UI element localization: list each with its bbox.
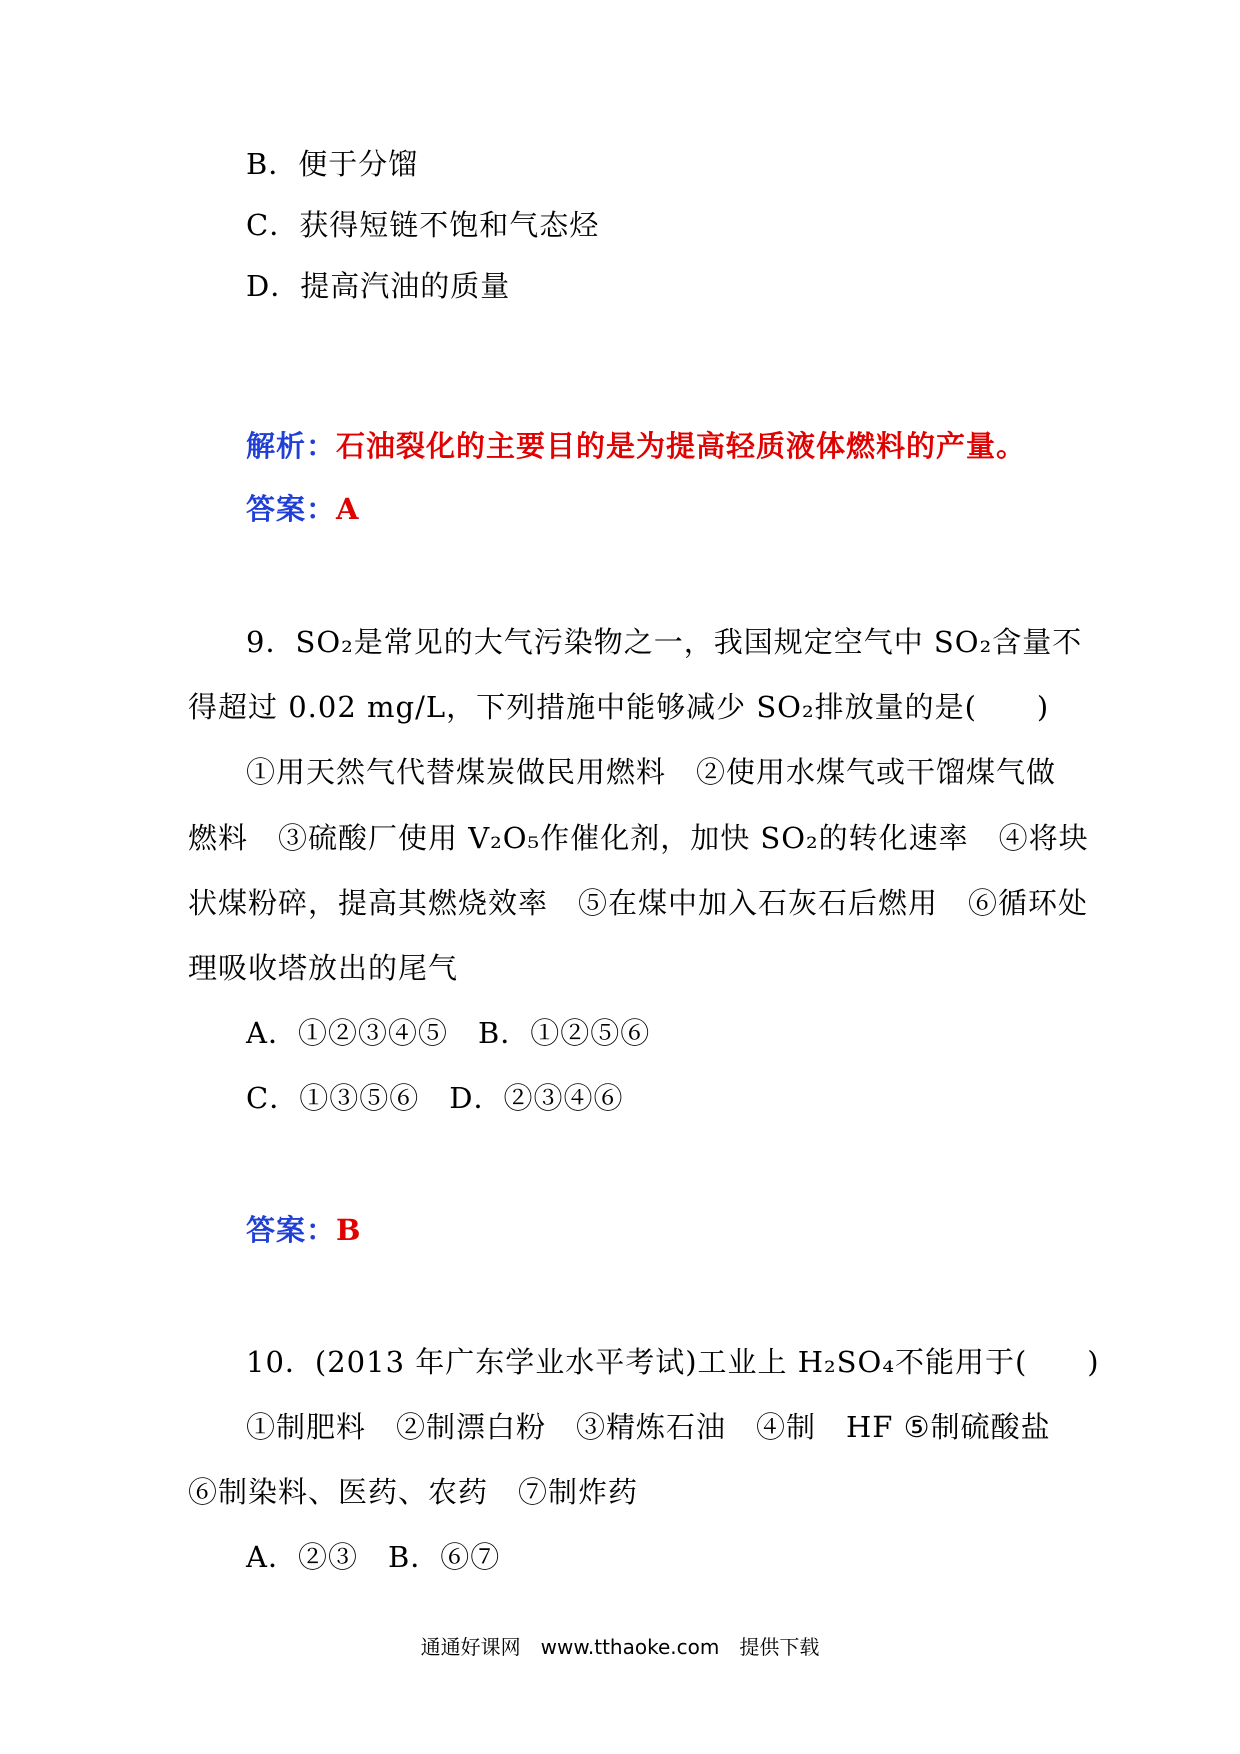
answer-label: 答案： <box>246 1213 337 1247</box>
q8-answer <box>246 489 360 529</box>
q9-list-line4: 理吸收塔放出的尾气 <box>188 951 459 985</box>
q9-list-line3: 状煤粉碎，提高其燃烧效率 ⑤在煤中加入石灰石后燃用 ⑥循环处 <box>188 886 1089 920</box>
answer-value: B <box>336 1213 362 1247</box>
q8-option-d: D．提高汽油的质量 <box>246 269 511 303</box>
q9-stem-line2: 得超过 0.02 mg/L，下列措施中能够减少 SO₂排放量的是( ) <box>188 690 1050 724</box>
analysis-label: 解析： <box>246 429 337 463</box>
q8-analysis <box>246 426 1026 466</box>
q10-options-line1: A．②③ B．⑥⑦ <box>246 1540 501 1574</box>
q9-answer <box>246 1210 362 1250</box>
q9-options-line2: C．①③⑤⑥ D．②③④⑥ <box>246 1081 624 1115</box>
q9-list-line1: ①用天然气代替煤炭做民用燃料 ②使用水煤气或干馏煤气做 <box>246 755 1057 789</box>
q10-list-line2: ⑥制染料、医药、农药 ⑦制炸药 <box>188 1475 639 1509</box>
q10-list-line1: ①制肥料 ②制漂白粉 ③精炼石油 ④制 HF ⑤制硫酸盐 <box>246 1410 1051 1444</box>
q8-option-b: B．便于分馏 <box>246 147 419 181</box>
analysis-text: 石油裂化的主要目的是为提高轻质液体燃料的产量。 <box>336 429 1027 463</box>
q8-option-c: C．获得短链不饱和气态烃 <box>246 208 600 242</box>
q9-options-line1: A．①②③④⑤ B．①②⑤⑥ <box>246 1016 651 1050</box>
footer: 通通好课网 www.tthaoke.com 提供下载 <box>420 1635 820 1659</box>
answer-value: A <box>336 492 360 526</box>
q9-list-line2: 燃料 ③硫酸厂使用 V₂O₅作催化剂，加快 SO₂的转化速率 ④将块 <box>188 821 1089 855</box>
answer-label: 答案： <box>246 492 337 526</box>
q10-stem: 10．(2013 年广东学业水平考试)工业上 H₂SO₄不能用于( ) <box>246 1345 1100 1379</box>
q9-stem-line1: 9．SO₂是常见的大气污染物之一，我国规定空气中 SO₂含量不 <box>246 625 1083 659</box>
